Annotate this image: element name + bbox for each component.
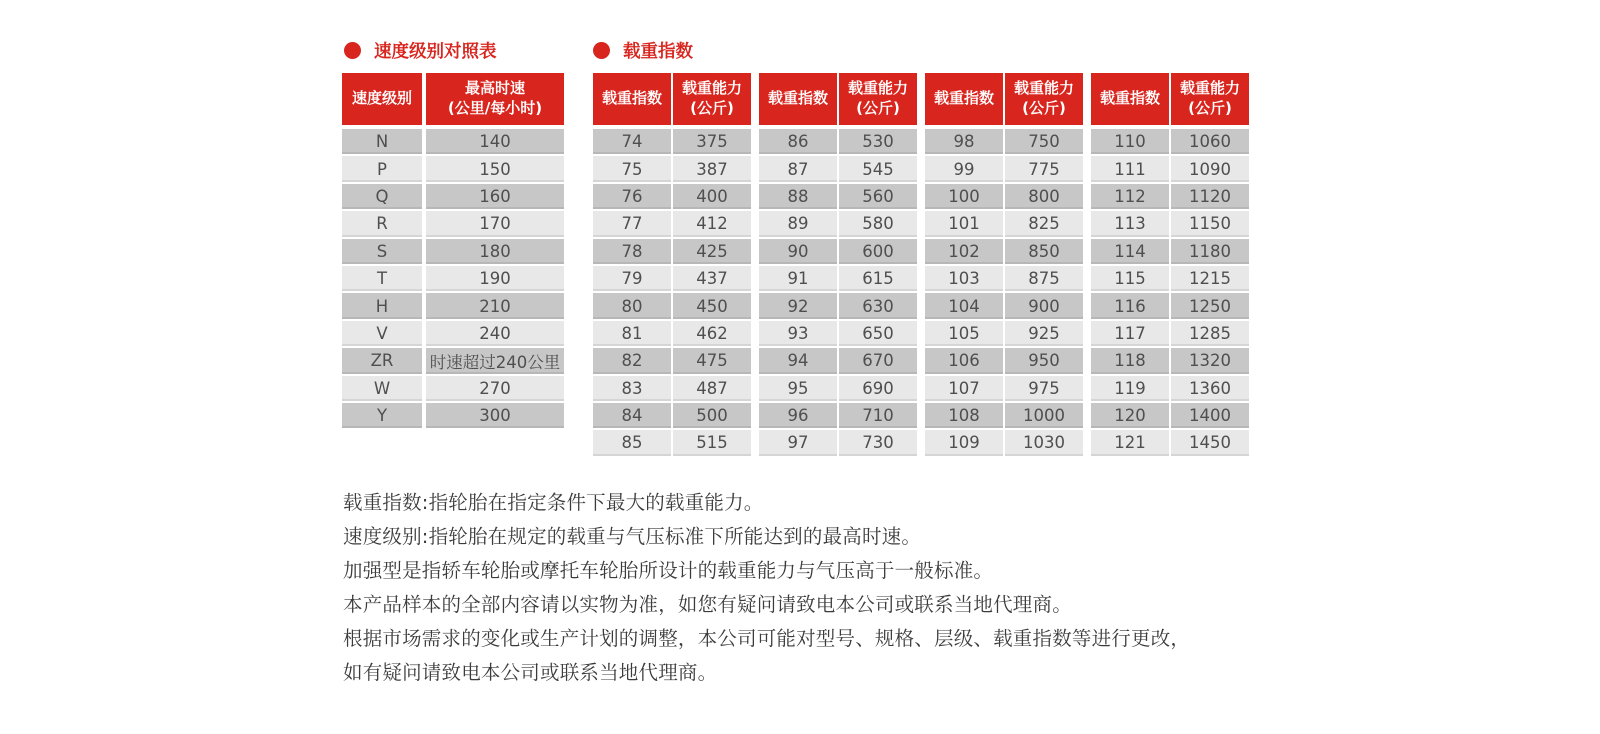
load-index-cell: 98 (925, 129, 1003, 154)
max-speed-header-line2: (公里/每小时) (447, 99, 543, 117)
load-capacity-cell: 900 (1005, 293, 1083, 318)
speed-table-title-text: 速度级别对照表 (374, 41, 497, 62)
load-capacity-cell: 487 (673, 376, 751, 401)
load-capacity-cell: 950 (1005, 348, 1083, 373)
load-capacity-cell: 1250 (1171, 293, 1249, 318)
speed-rating-cell: R (342, 211, 422, 236)
load-index-cell: 96 (759, 403, 837, 428)
speed-rating-cell: P (342, 156, 422, 181)
load-capacity-cell: 475 (673, 348, 751, 373)
load-index-cell: 97 (759, 430, 837, 455)
load-capacity-cell: 615 (839, 266, 917, 291)
table-row (593, 348, 751, 373)
load-capacity-cell: 850 (1005, 239, 1083, 264)
max-speed-cell: 270 (426, 376, 564, 401)
load-index-cell: 113 (1091, 211, 1169, 236)
load-capacity-header-line1: 载重能力 (681, 79, 742, 98)
load-index-cell: 85 (593, 430, 671, 455)
load-capacity-cell: 425 (673, 239, 751, 264)
table-row (925, 211, 1083, 236)
load-index-column-header: 载重指数 (759, 73, 837, 125)
load-capacity-cell: 690 (839, 376, 917, 401)
note-line: 如有疑问请致电本公司或联系当地代理商。 (343, 661, 718, 684)
load-capacity-cell: 1150 (1171, 211, 1249, 236)
table-row (1091, 293, 1249, 318)
table-row (1091, 376, 1249, 401)
speed-rating-column-header: 速度级别 (342, 73, 422, 125)
table-row (925, 430, 1083, 455)
load-index-cell: 115 (1091, 266, 1169, 291)
load-table-body (759, 129, 917, 456)
load-capacity-cell: 710 (839, 403, 917, 428)
speed-rating-cell: S (342, 239, 422, 264)
load-capacity-cell: 450 (673, 293, 751, 318)
load-capacity-cell: 875 (1005, 266, 1083, 291)
load-index-cell: 77 (593, 211, 671, 236)
load-capacity-column-header (839, 73, 917, 125)
load-table-header (759, 73, 917, 125)
load-index-cell: 86 (759, 129, 837, 154)
load-capacity-cell: 387 (673, 156, 751, 181)
load-capacity-cell: 1285 (1171, 321, 1249, 346)
load-capacity-cell: 515 (673, 430, 751, 455)
load-capacity-cell: 580 (839, 211, 917, 236)
load-index-cell: 120 (1091, 403, 1169, 428)
table-row (925, 293, 1083, 318)
speed-rating-cell: W (342, 376, 422, 401)
load-capacity-cell: 437 (673, 266, 751, 291)
table-row (925, 376, 1083, 401)
load-table-body (1091, 129, 1249, 456)
speed-rating-cell: H (342, 293, 422, 318)
load-index-tables (593, 73, 1249, 458)
note-line: 载重指数:指轮胎在指定条件下最大的载重能力。 (343, 491, 764, 514)
load-capacity-cell: 500 (673, 403, 751, 428)
table-row (759, 266, 917, 291)
load-index-cell: 111 (1091, 156, 1169, 181)
load-capacity-cell: 1060 (1171, 129, 1249, 154)
load-index-cell: 78 (593, 239, 671, 264)
max-speed-cell: 140 (426, 129, 564, 154)
table-row (342, 348, 564, 373)
load-capacity-cell: 730 (839, 430, 917, 455)
load-index-cell: 88 (759, 184, 837, 209)
load-index-title-text: 载重指数 (623, 41, 693, 62)
table-row (1091, 129, 1249, 154)
load-index-cell: 76 (593, 184, 671, 209)
load-index-cell: 94 (759, 348, 837, 373)
load-capacity-cell: 1000 (1005, 403, 1083, 428)
max-speed-cell: 170 (426, 211, 564, 236)
load-index-cell: 110 (1091, 129, 1169, 154)
load-capacity-cell: 1360 (1171, 376, 1249, 401)
load-index-column-header: 载重指数 (925, 73, 1003, 125)
load-index-cell: 75 (593, 156, 671, 181)
load-table-body (593, 129, 751, 456)
table-row (759, 403, 917, 428)
table-row (1091, 266, 1249, 291)
table-row (342, 266, 564, 291)
red-dot-icon (593, 42, 610, 59)
table-row (342, 239, 564, 264)
max-speed-cell: 180 (426, 239, 564, 264)
load-index-cell: 100 (925, 184, 1003, 209)
table-row (1091, 184, 1249, 209)
load-capacity-header-line1: 载重能力 (1179, 79, 1240, 98)
table-row (593, 376, 751, 401)
load-index-cell: 102 (925, 239, 1003, 264)
speed-rating-cell: Y (342, 403, 422, 428)
load-index-cell: 91 (759, 266, 837, 291)
speed-rating-cell: N (342, 129, 422, 154)
table-row (593, 156, 751, 181)
load-capacity-cell: 975 (1005, 376, 1083, 401)
max-speed-cell: 190 (426, 266, 564, 291)
load-index-cell: 112 (1091, 184, 1169, 209)
table-row (925, 321, 1083, 346)
table-row (342, 156, 564, 181)
table-row (759, 211, 917, 236)
load-index-column-header: 载重指数 (1091, 73, 1169, 125)
load-capacity-cell: 600 (839, 239, 917, 264)
load-index-cell: 114 (1091, 239, 1169, 264)
load-index-cell: 89 (759, 211, 837, 236)
table-row (593, 293, 751, 318)
load-index-cell: 105 (925, 321, 1003, 346)
load-capacity-cell: 670 (839, 348, 917, 373)
table-row (759, 156, 917, 181)
table-row (759, 430, 917, 455)
table-row (1091, 321, 1249, 346)
load-capacity-cell: 530 (839, 129, 917, 154)
load-table-header (925, 73, 1083, 125)
load-capacity-cell: 750 (1005, 129, 1083, 154)
load-index-cell: 109 (925, 430, 1003, 455)
load-capacity-cell: 1120 (1171, 184, 1249, 209)
load-index-cell: 92 (759, 293, 837, 318)
load-capacity-cell: 1450 (1171, 430, 1249, 455)
speed-rating-cell: Q (342, 184, 422, 209)
load-capacity-cell: 775 (1005, 156, 1083, 181)
load-index-cell: 81 (593, 321, 671, 346)
table-row (759, 184, 917, 209)
table-row (1091, 211, 1249, 236)
table-row (593, 129, 751, 154)
load-index-cell: 82 (593, 348, 671, 373)
speed-rating-cell: V (342, 321, 422, 346)
max-speed-cell: 300 (426, 403, 564, 428)
table-row (593, 239, 751, 264)
load-capacity-cell: 375 (673, 129, 751, 154)
load-index-cell: 83 (593, 376, 671, 401)
load-capacity-header-line2: (公斤) (690, 99, 734, 117)
load-capacity-header-line1: 载重能力 (847, 79, 908, 98)
max-speed-column-header (426, 73, 564, 125)
table-row (759, 348, 917, 373)
table-row (593, 184, 751, 209)
table-row (1091, 239, 1249, 264)
load-capacity-header-line2: (公斤) (1188, 99, 1232, 117)
load-index-column-header: 载重指数 (593, 73, 671, 125)
table-row (593, 266, 751, 291)
load-index-table (593, 73, 751, 458)
load-index-title (593, 41, 693, 62)
speed-table-title (344, 41, 497, 62)
load-index-cell: 118 (1091, 348, 1169, 373)
load-index-cell: 121 (1091, 430, 1169, 455)
table-row (1091, 403, 1249, 428)
max-speed-cell: 160 (426, 184, 564, 209)
note-line: 根据市场需求的变化或生产计划的调整，本公司可能对型号、规格、层级、载重指数等进行更改， (343, 627, 1191, 650)
load-capacity-header-line1: 载重能力 (1013, 79, 1074, 98)
table-row (1091, 348, 1249, 373)
load-capacity-cell: 800 (1005, 184, 1083, 209)
load-index-cell: 101 (925, 211, 1003, 236)
max-speed-cell: 210 (426, 293, 564, 318)
load-table-body (925, 129, 1083, 456)
table-row (342, 376, 564, 401)
speed-rating-cell: ZR (342, 348, 422, 373)
load-index-cell: 99 (925, 156, 1003, 181)
table-row (759, 239, 917, 264)
load-capacity-header-line2: (公斤) (1022, 99, 1066, 117)
note-line: 速度级别:指轮胎在规定的载重与气压标准下所能达到的最高时速。 (343, 525, 922, 548)
load-capacity-cell: 1400 (1171, 403, 1249, 428)
load-capacity-cell: 545 (839, 156, 917, 181)
table-row (759, 321, 917, 346)
table-row (759, 293, 917, 318)
load-index-cell: 79 (593, 266, 671, 291)
load-index-cell: 74 (593, 129, 671, 154)
table-row (925, 156, 1083, 181)
load-capacity-column-header (1005, 73, 1083, 125)
max-speed-header-line1: 最高时速 (464, 79, 525, 98)
load-capacity-cell: 1320 (1171, 348, 1249, 373)
table-row (925, 184, 1083, 209)
table-row (759, 376, 917, 401)
load-index-cell: 116 (1091, 293, 1169, 318)
load-capacity-cell: 925 (1005, 321, 1083, 346)
speed-rating-cell: T (342, 266, 422, 291)
load-capacity-header-line2: (公斤) (856, 99, 900, 117)
table-row (593, 211, 751, 236)
load-capacity-cell: 1030 (1005, 430, 1083, 455)
load-capacity-cell: 1180 (1171, 239, 1249, 264)
load-table-header (1091, 73, 1249, 125)
load-capacity-cell: 825 (1005, 211, 1083, 236)
table-row (1091, 156, 1249, 181)
load-capacity-cell: 462 (673, 321, 751, 346)
load-capacity-cell: 650 (839, 321, 917, 346)
load-index-cell: 106 (925, 348, 1003, 373)
load-capacity-column-header (673, 73, 751, 125)
table-row (342, 129, 564, 154)
load-index-table (759, 73, 917, 458)
red-dot-icon (344, 42, 361, 59)
table-row (1091, 430, 1249, 455)
load-capacity-cell: 560 (839, 184, 917, 209)
table-row (593, 430, 751, 455)
load-capacity-column-header (1171, 73, 1249, 125)
table-row (925, 403, 1083, 428)
note-line: 本产品样本的全部内容请以实物为准，如您有疑问请致电本公司或联系当地代理商。 (343, 593, 1072, 616)
load-capacity-cell: 1215 (1171, 266, 1249, 291)
table-row (593, 403, 751, 428)
note-line: 加强型是指轿车轮胎或摩托车轮胎所设计的载重能力与气压高于一般标准。 (343, 559, 994, 582)
load-table-header (593, 73, 751, 125)
table-row (342, 293, 564, 318)
max-speed-cell: 240 (426, 321, 564, 346)
table-row (342, 403, 564, 428)
speed-table-header (342, 73, 564, 125)
footnotes (343, 486, 1190, 690)
load-index-cell: 117 (1091, 321, 1169, 346)
load-index-table (1091, 73, 1249, 458)
table-row (925, 129, 1083, 154)
load-index-cell: 87 (759, 156, 837, 181)
table-row (925, 239, 1083, 264)
load-index-cell: 93 (759, 321, 837, 346)
table-row (342, 184, 564, 209)
max-speed-cell: 时速超过240公里 (426, 348, 564, 373)
table-row (925, 266, 1083, 291)
speed-rating-table (342, 73, 564, 430)
load-index-cell: 108 (925, 403, 1003, 428)
table-row (759, 129, 917, 154)
load-index-cell: 84 (593, 403, 671, 428)
table-row (925, 348, 1083, 373)
load-index-cell: 104 (925, 293, 1003, 318)
load-capacity-cell: 412 (673, 211, 751, 236)
load-capacity-cell: 400 (673, 184, 751, 209)
load-capacity-cell: 1090 (1171, 156, 1249, 181)
load-index-cell: 119 (1091, 376, 1169, 401)
table-row (342, 321, 564, 346)
table-row (342, 211, 564, 236)
load-index-cell: 90 (759, 239, 837, 264)
speed-table-body (342, 129, 564, 428)
table-row (593, 321, 751, 346)
load-index-cell: 107 (925, 376, 1003, 401)
load-index-cell: 95 (759, 376, 837, 401)
max-speed-cell: 150 (426, 156, 564, 181)
load-index-cell: 103 (925, 266, 1003, 291)
load-capacity-cell: 630 (839, 293, 917, 318)
load-index-cell: 80 (593, 293, 671, 318)
load-index-table (925, 73, 1083, 458)
